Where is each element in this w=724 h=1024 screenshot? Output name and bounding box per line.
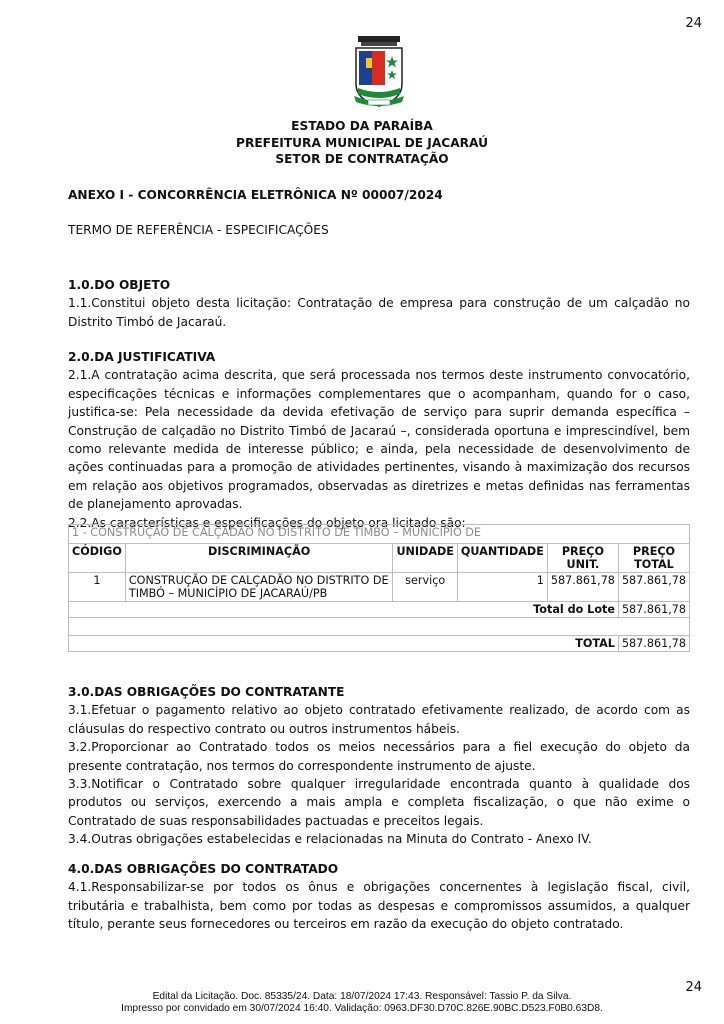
section-2 [68,348,690,532]
page-number-bottom: 24 [685,980,702,995]
lote-title: 1 - CONSTRUÇÃO DE CALÇADÃO NO DISTRITO DE TIMBÓ – MUNICÍPIO DE [69,525,690,544]
section-2-p2: 2.2.As características e especificações do objeto ora licitado são: [68,515,466,530]
total-lote-value: 587.861,78 [618,602,689,618]
cell-preco-unit: 587.861,78 [547,573,618,602]
section-3-p2: 3.2.Proporcionar ao Contratado todos os meios necessários para a fiel execução do objeto da presente contratação, nos termos do correspondente instrumento de ajuste. [68,740,690,773]
total-value: 587.861,78 [618,636,689,652]
total-row [69,636,690,652]
cell-discriminacao: CONSTRUÇÃO DE CALÇADÃO NO DISTRITO DE TIMBÓ – MUNICÍPIO DE JACARAÚ/PB [125,573,393,602]
header-sector: SETOR DE CONTRATAÇÃO [275,152,449,166]
spacer-row [69,618,690,636]
header-quantidade: QUANTIDADE [457,544,547,573]
document-footer [0,991,724,1015]
table-header-row [69,544,690,573]
section-3-p1: 3.1.Efetuar o pagamento relativo ao objeto contratado efetivamente realizado, de acordo com as cláusulas do respectivo contrato ou outros instrumentos hábeis. [68,703,690,736]
cell-codigo: 1 [69,573,126,602]
footer-line2: Impresso por convidado em 30/07/2024 16:40. Validação: 0963.DF30.D70C.826E.90BC.D523.F0B0.63D8. [121,1003,603,1014]
specification-table [68,524,690,652]
page-number-top: 24 [685,16,702,31]
header-unidade: UNIDADE [393,544,457,573]
cell-quantidade: 1 [457,573,547,602]
municipal-crest-icon [348,34,410,112]
section-1 [68,276,690,331]
header-state: ESTADO DA PARAÍBA [291,119,433,133]
annex-title: ANEXO I - CONCORRÊNCIA ELETRÔNICA Nº 00007/2024 [68,188,443,202]
section-4-p1: 4.1.Responsabilizar-se por todos os ônus e obrigações concernentes à legislação fiscal, civil, tributária e trabalhista, bem como por todas as despesas e compromissos assumidos, a qualquer título, perante seus fornecedores ou terceiros em razão da execução do objeto contratado. [68,880,690,932]
section-4 [68,860,690,934]
header-prefeitura: PREFEITURA MUNICIPAL DE JACARAÚ [236,135,488,150]
document-header [0,118,724,168]
cell-unidade: serviço [393,573,457,602]
section-1-title: 1.0.DO OBJETO [68,278,171,292]
header-codigo: CÓDIGO [69,544,126,573]
spacer-cell [69,618,690,636]
section-1-p1: 1.1.Constitui objeto desta licitação: Contratação de empresa para construção de um calçadão no Distrito Timbó de Jacaraú. [68,296,690,329]
header-preco-unit: PREÇO UNIT. [547,544,618,573]
header-discriminacao: DISCRIMINAÇÃO [125,544,393,573]
section-4-title: 4.0.DAS OBRIGAÇÕES DO CONTRATADO [68,862,339,876]
footer-line1: Edital da Licitação. Doc. 85335/24. Data: 18/07/2024 17:43. Responsável: Tassio P. da Silva. [152,991,572,1002]
section-3-title: 3.0.DAS OBRIGAÇÕES DO CONTRATANTE [68,685,345,699]
header-preco-total: PREÇO TOTAL [618,544,689,573]
total-lote-label: Total do Lote [69,602,619,618]
section-3 [68,683,690,849]
section-2-p1: 2.1.A contratação acima descrita, que será processada nos termos deste instrumento convocatório, especificações técnicas e informações complementares que o acompanham, quando for o caso, justifica-se: Pela necessidade da devida efetivação de serviço para suprir demanda específica – Construção de calçadão no Distrito Timbó de Jacaraú –, considerada oportuna e imprescindível, bem como relevante medida de interesse público; e ainda, pela necessidade de desenvolvimento de ações continuadas para a promoção de atividades pertinentes, visando à maximização dos recursos em relação aos objetivos programados, observadas as diretrizes e metas definidas nas ferramentas de planejamento aprovadas. [68,368,690,512]
table-row [69,573,690,602]
section-3-p4: 3.4.Outras obrigações estabelecidas e relacionadas na Minuta do Contrato - Anexo IV. [68,832,592,847]
termo-title: TERMO DE REFERÊNCIA - ESPECIFICAÇÕES [68,223,329,237]
cell-preco-total: 587.861,78 [618,573,689,602]
section-2-title: 2.0.DA JUSTIFICATIVA [68,350,216,364]
total-label: TOTAL [69,636,619,652]
total-lote-row [69,602,690,618]
section-3-p3: 3.3.Notificar o Contratado sobre qualquer irregularidade encontrada quanto à qualidade dos produtos ou serviços, exercendo a mais ampla e completa fiscalização, o que não exime o Contratado de suas responsabilidades pactuadas e preceitos legais. [68,777,690,828]
